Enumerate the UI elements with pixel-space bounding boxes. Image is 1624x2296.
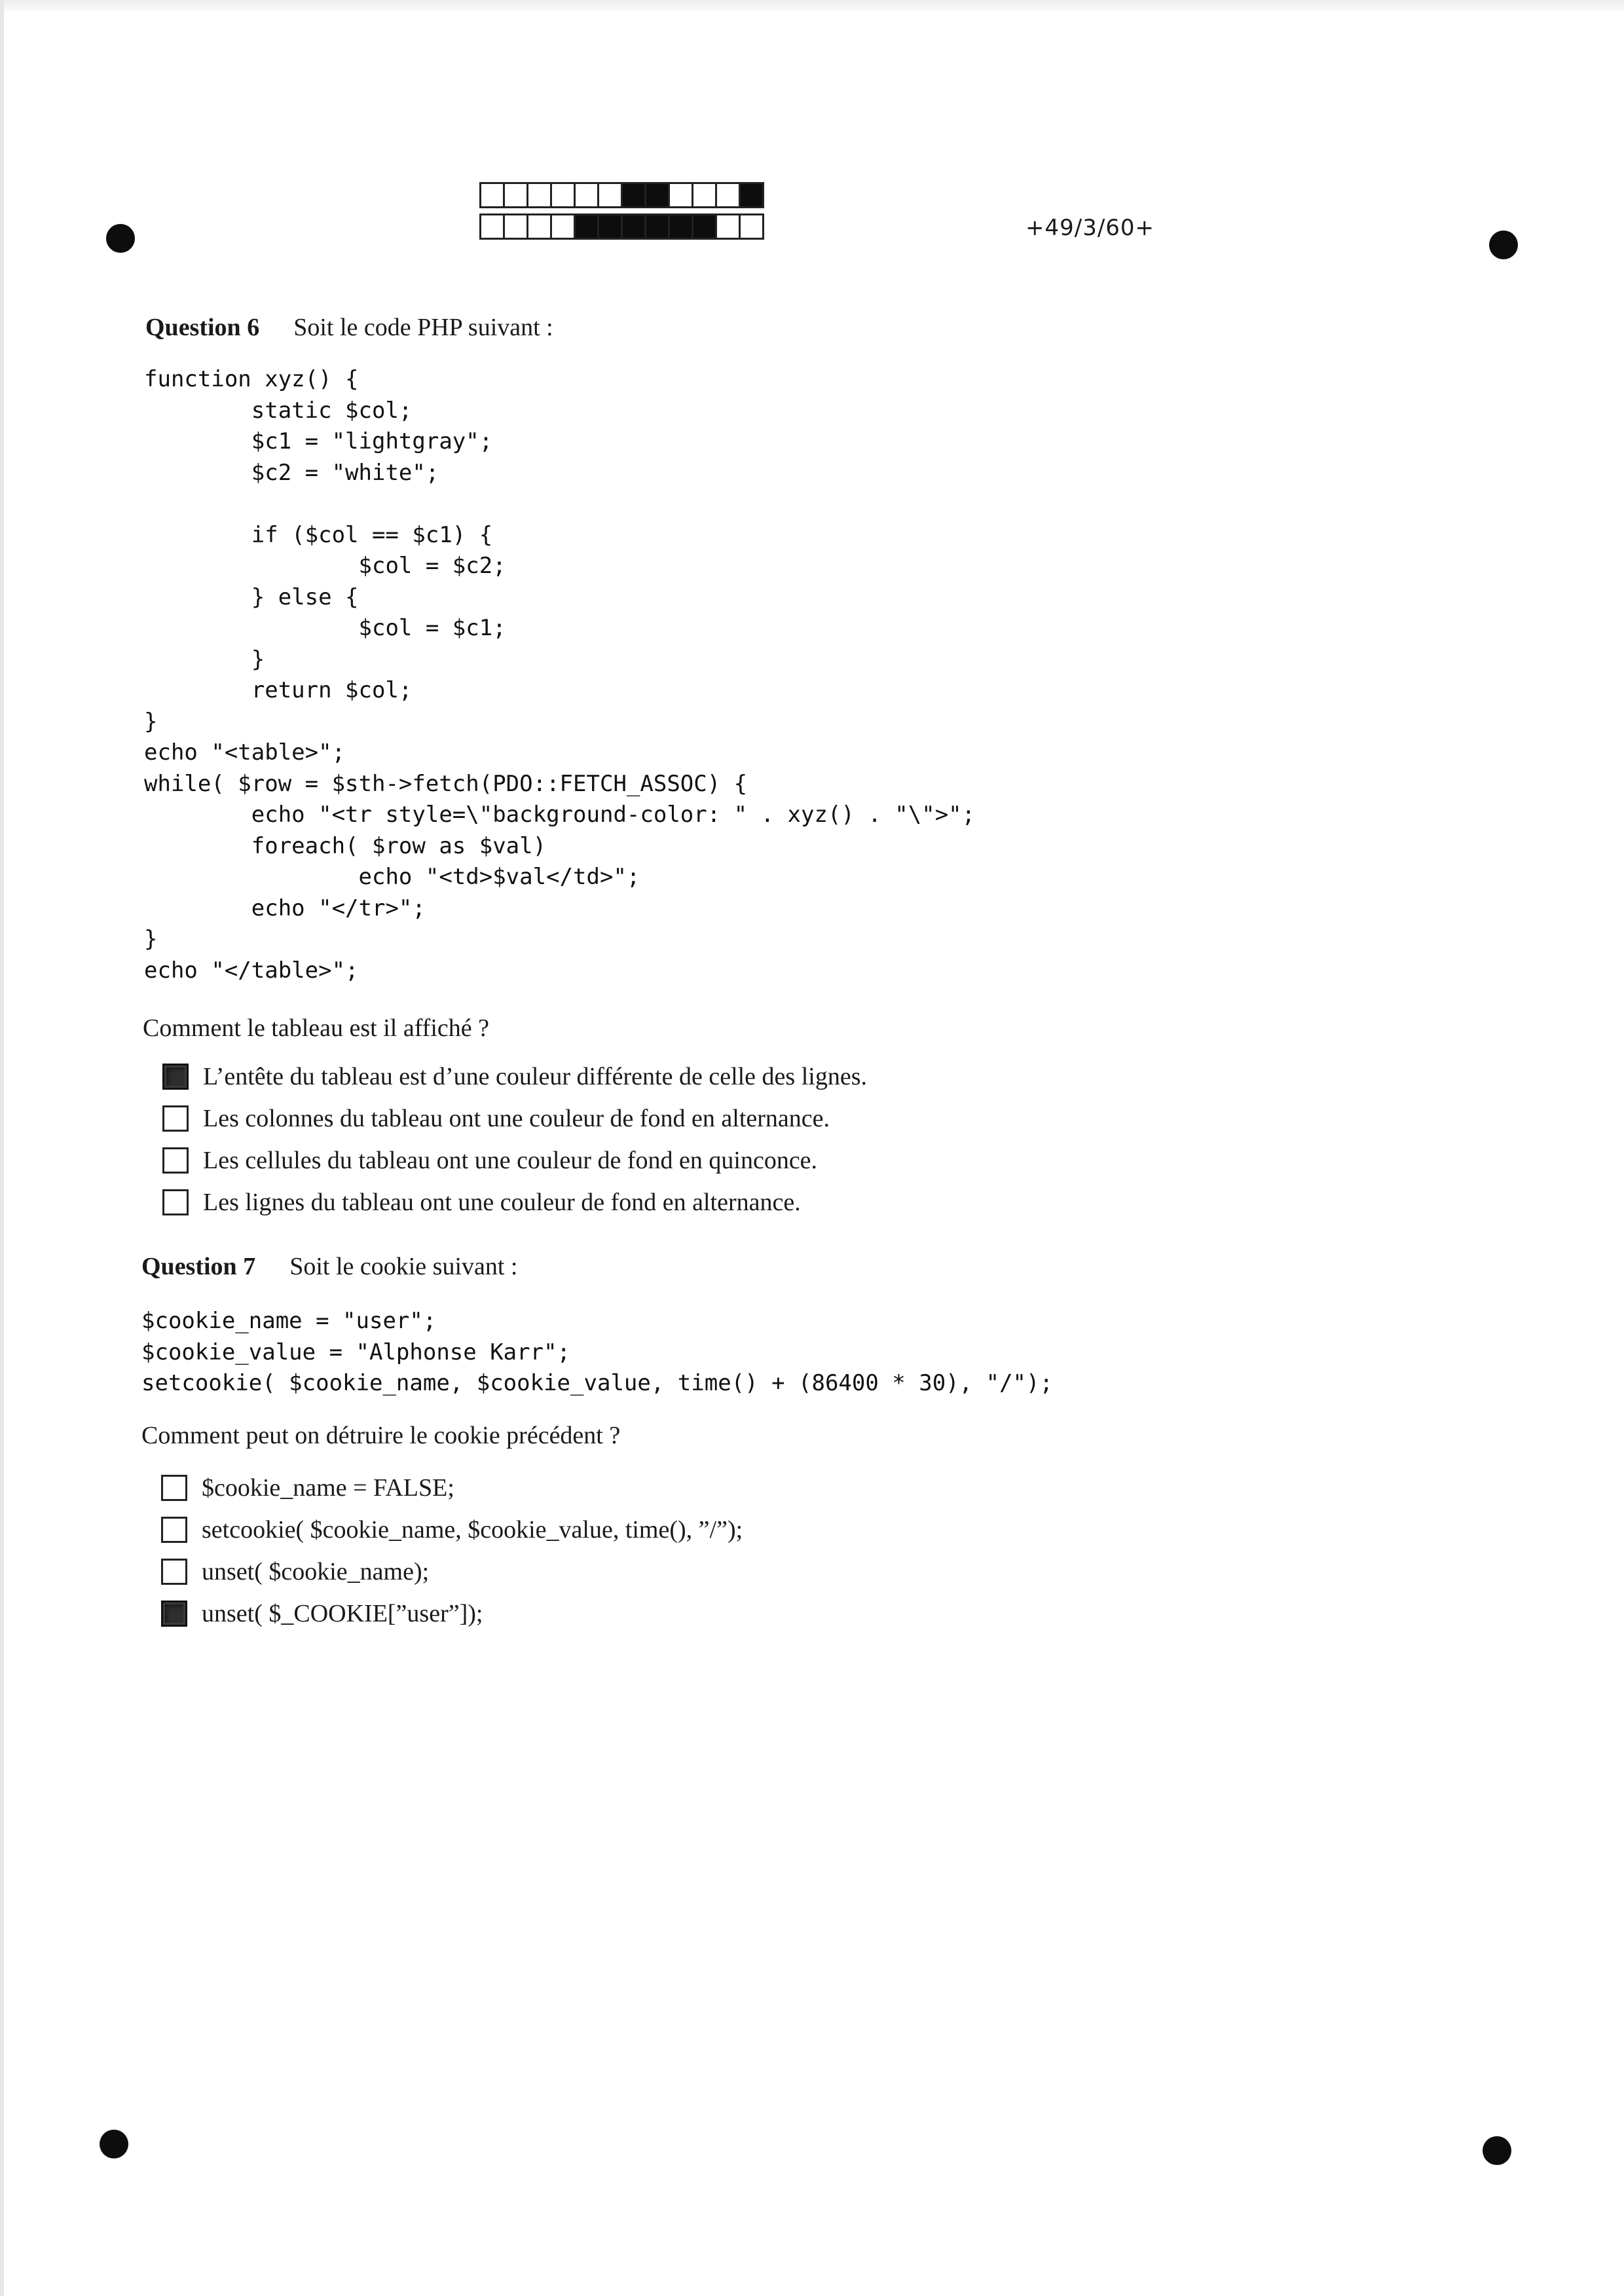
barcode-cell: [644, 213, 670, 240]
barcode-cell: [715, 182, 741, 208]
question-intro: Soit le code PHP suivant :: [293, 314, 553, 341]
question-prompt: Comment le tableau est il affiché ?: [143, 1014, 489, 1042]
barcode-cell: [597, 182, 623, 208]
php-code-block: function xyz() { static $col; $c1 = "lightgray"; $c2 = "white"; if ($col == $c1) { $col = $c2; } else { $col = $c1; } return $col; } echo "<table>"; while( $row = $sth->fetch(PDO::FETCH_ASSOC) { echo "<tr style=\"background-color: " . xyz() . "\">"; foreach( $row as $val) echo "<td>$val</td>"; echo "</tr>"; } echo "</table>";: [144, 366, 976, 984]
answer-option[interactable]: [161, 1473, 454, 1502]
barcode-cell: [644, 182, 670, 208]
barcode-cell: [479, 213, 505, 240]
answer-text: $cookie_name = FALSE;: [202, 1474, 454, 1502]
barcode-cell: [550, 213, 576, 240]
barcode-cell: [503, 182, 528, 208]
answer-option[interactable]: [162, 1104, 830, 1133]
barcode-cell: [668, 182, 693, 208]
corner-marker-bottom-right: [1483, 2136, 1511, 2165]
scan-edge-left: [0, 0, 4, 2296]
barcode-row-2: [479, 213, 764, 240]
checkbox[interactable]: [162, 1147, 189, 1174]
answer-text: unset( $_COOKIE[”user”]);: [202, 1600, 483, 1627]
barcode-row-1: [479, 182, 764, 208]
question-label: Question 6: [145, 314, 260, 341]
corner-marker-top-right: [1489, 231, 1518, 259]
question-prompt: Comment peut on détruire le cookie précédent ?: [141, 1422, 621, 1449]
barcode-cell: [526, 182, 552, 208]
barcode-cell: [692, 182, 717, 208]
checkbox[interactable]: [161, 1475, 187, 1501]
answer-text: unset( $cookie_name);: [202, 1558, 430, 1585]
question-intro: Soit le cookie suivant :: [289, 1253, 518, 1280]
checkbox[interactable]: [161, 1559, 187, 1585]
page-id: +49/3/60+: [1025, 215, 1155, 241]
barcode-cell: [739, 182, 764, 208]
barcode-cell: [668, 213, 693, 240]
question-label: Question 7: [141, 1253, 256, 1280]
checkbox[interactable]: [161, 1517, 187, 1543]
checkbox-checked[interactable]: [162, 1064, 189, 1090]
cookie-code-block: $cookie_name = "user"; $cookie_value = "Alphonse Karr"; setcookie( $cookie_name, $cookie_value, time() + (86400 * 30), "/");: [141, 1308, 1053, 1396]
answer-option[interactable]: [161, 1557, 429, 1586]
barcode-cell: [715, 213, 741, 240]
barcode-cell: [621, 182, 646, 208]
barcode-cell: [739, 213, 764, 240]
corner-marker-top-left: [106, 224, 135, 253]
barcode-cell: [479, 182, 505, 208]
answer-text: Les lignes du tableau ont une couleur de fond en alternance.: [203, 1189, 801, 1216]
barcode-cell: [597, 213, 623, 240]
barcode-cell: [621, 213, 646, 240]
answer-option[interactable]: [161, 1515, 743, 1544]
barcode-cell: [692, 213, 717, 240]
barcode-cell: [574, 182, 599, 208]
answer-text: Les colonnes du tableau ont une couleur de fond en alternance.: [203, 1105, 830, 1132]
checkbox[interactable]: [162, 1189, 189, 1215]
barcode-cell: [574, 213, 599, 240]
answer-option[interactable]: [162, 1146, 817, 1175]
checkbox[interactable]: [162, 1105, 189, 1132]
corner-marker-bottom-left: [100, 2130, 128, 2158]
answer-text: L’entête du tableau est d’une couleur différente de celle des lignes.: [203, 1063, 867, 1090]
answer-text: Les cellules du tableau ont une couleur de fond en quinconce.: [203, 1147, 818, 1174]
barcode-cell: [503, 213, 528, 240]
barcode-cell: [550, 182, 576, 208]
answer-option[interactable]: [162, 1188, 801, 1217]
answer-option[interactable]: [162, 1062, 867, 1091]
answer-text: setcookie( $cookie_name, $cookie_value, time(), ”/”);: [202, 1516, 743, 1544]
question-7-heading: [141, 1252, 518, 1281]
question-6-heading: [145, 313, 553, 342]
barcode-cell: [526, 213, 552, 240]
checkbox-checked[interactable]: [161, 1601, 187, 1627]
scan-edge-top: [0, 0, 1624, 13]
answer-option[interactable]: [161, 1599, 483, 1628]
